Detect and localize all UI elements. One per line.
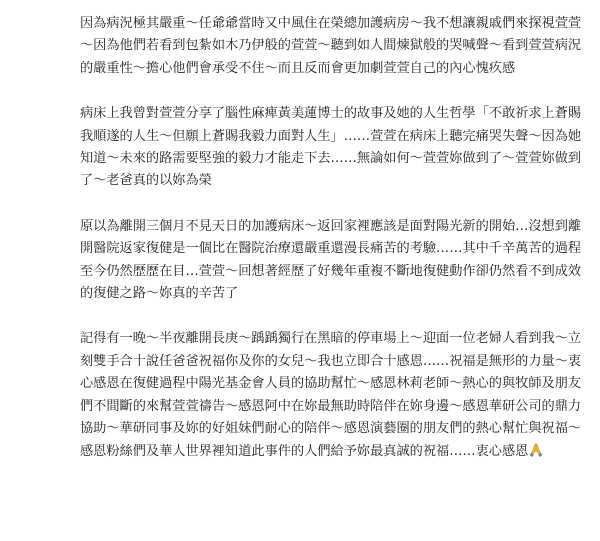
paragraph-2: 病床上我曾對萱萱分享了腦性麻痺黃美蓮博士的故事及她的人生哲學「不敢祈求上蒼賜我順遂的人生～但願上蒼賜我毅力面對人生」……萱萱在病床上聽完痛哭失聲～因為她知道～未來的路需要堅強的毅力才能走下去……無論如何～萱萱妳做到了～萱萱妳做到了～老爸真的以妳為榮 [80,106,582,189]
paragraph-1: 因為病況極其嚴重～任爺爺當時又中風住在榮總加護病房～我不想讓親戚們來探視萱萱～因為他們若看到包紮如木乃伊般的萱萱～聽到如人間煉獄般的哭喊聲～看到萱萱病況的嚴重性～擔心他們會承受不住～而且反而會更加劇萱萱自己的內心愧疚感 [80,16,582,76]
post-body [80,13,582,463]
praying-hands-icon [529,442,543,457]
paragraph-4-text: 記得有一晚～半夜離開長庚～踽踽獨行在黑暗的停車場上～迎面一位老婦人看到我～立刻雙手合十說任爸爸祝福你及你的女兒～我也立即合十感恩……祝福是無形的力量～衷心感恩在復健過程中陽光基金會人員的協助幫忙～感恩林莉老師～熱心的與牧師及朋友們不間斷的來幫萱萱禱告～感恩阿中在妳最無助時陪伴在妳身邊～感恩華研公司的鼎力協助～華研同事及妳的好姐妹們耐心的陪伴～感恩演藝圈的朋友們的熱心幫忙與祝福～感恩粉絲們及華人世界裡知道此事件的人們給予妳最真誠的祝福……衷心感恩 [80,331,582,459]
paragraph-4 [80,328,582,462]
paragraph-3: 原以為離開三個月不見天日的加護病床～返回家裡應該是面對陽光新的開始…沒想到離開醫院返家復健是一個比在醫院治療還嚴重還漫長痛苦的考驗……其中千辛萬苦的過程至今仍然歷歷在目…萱萱～回想著經歷了好幾年重複不斷地復健動作卻仍然看不到成效的復健之路～妳真的辛苦了 [80,218,582,302]
